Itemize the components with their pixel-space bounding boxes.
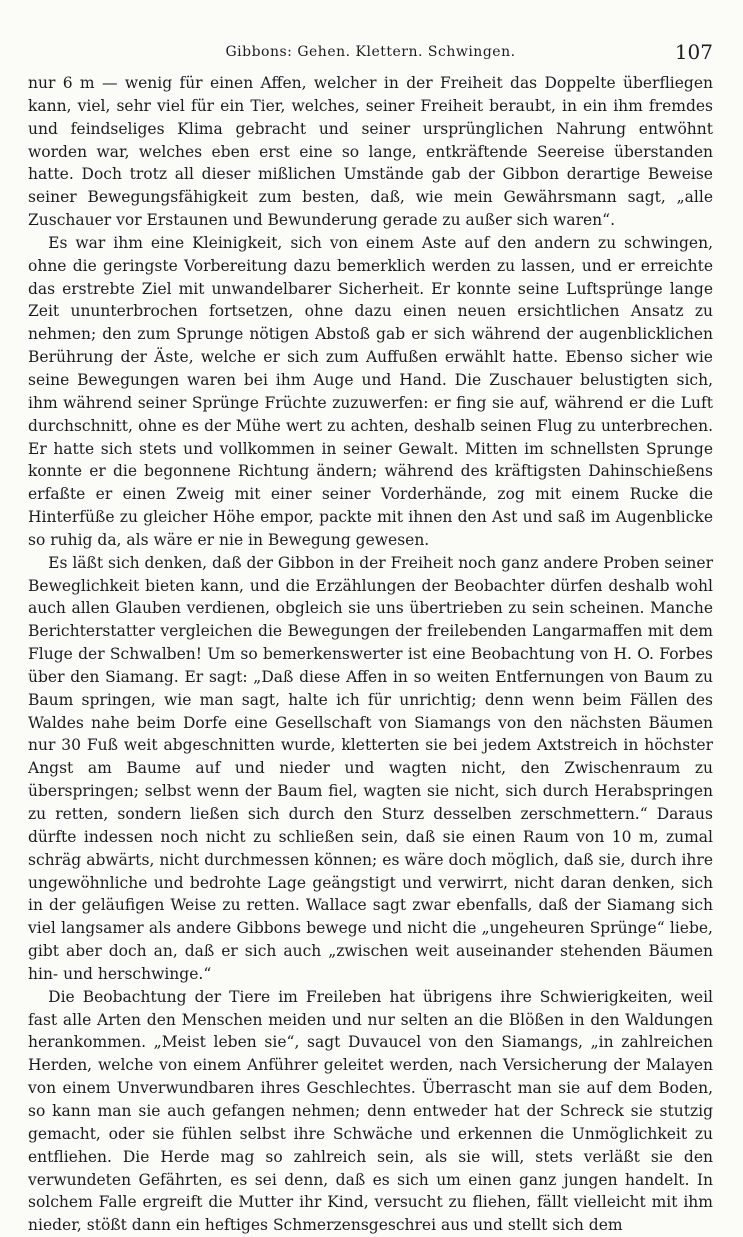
page-body xyxy=(28,72,713,1237)
paragraph-2: Es war ihm eine Kleinigkeit, sich von einem Aste auf den andern zu schwingen, ohne die geringste Vorbereitung dazu bemerklich werden zu lassen, und er erreichte das erstrebte Ziel mit unwandelbarer Sicherheit. Er konnte seine Luftsprünge lange Zeit ununterbrochen fortsetzen, ohne dazu einen neuen ersichtlichen Ansatz zu nehmen; den zum Sprunge nötigen Abstoß gab er sich während der augenblicklichen Berührung der Äste, welche er sich zum Auffußen erwählt hatte. Ebenso sicher wie seine Bewegungen waren bei ihm Auge und Hand. Die Zuschauer belustigten sich, ihm während seiner Sprünge Früchte zuzuwerfen: er fing sie auf, während er die Luft durchschnitt, ohne es der Mühe wert zu achten, deshalb seinen Flug zu unterbrechen. Er hatte sich stets und vollkommen in seiner Gewalt. Mitten im schnellsten Sprunge konnte er die begonnene Richtung ändern; während des kräftigsten Dahinschießens erfaßte er einen Zweig mit einer seiner Vorderhände, zog mit einem Rucke die Hinterfüße zu gleicher Höhe empor, packte mit ihnen den Ast und saß im Augenblicke so ruhig da, als wäre er nie in Bewegung gewesen. xyxy=(28,233,713,549)
running-title: Gibbons: Gehen. Klettern. Schwingen. xyxy=(225,44,516,60)
paragraph-1: nur 6 m — wenig für einen Affen, welcher in der Freiheit das Doppelte überfliegen kann, viel, sehr viel für ein Tier, welches, seiner Freiheit beraubt, in ein ihm fremdes und feindseliges Klima gebracht und seiner ursprünglichen Nahrung entwöhnt worden war, welches eben erst eine so lange, entkräftende Seereise überstanden hatte. Doch trotz all dieser mißlichen Umstände gab der Gibbon derartige Beweise seiner Bewegungsfähigkeit zum besten, daß, wie mein Gewährsmann sagt, „alle Zuschauer vor Erstaunen und Bewunderung gerade zu außer sich waren“. xyxy=(28,74,713,230)
page-number: 107 xyxy=(674,40,713,64)
page-header xyxy=(28,40,713,64)
paragraph-4: Die Beobachtung der Tiere im Freileben hat übrigens ihre Schwierigkeiten, weil fast alle Arten den Menschen meiden und nur selten an die Blößen in den Waldungen herankommen. „Meist leben sie“, sagt Duvaucel von den Siamangs, „in zahlreichen Herden, welche von einem Anführer geleitet werden, nach Versicherung der Malayen von einem Unverwundbaren ihres Geschlechtes. Überrascht man sie auf dem Boden, so kann man sie auch gefangen nehmen; denn entweder hat der Schreck sie stutzig gemacht, oder sie fühlen selbst ihre Schwäche und erkennen die Unmöglichkeit zu entfliehen. Die Herde mag so zahlreich sein, als sie will, stets verläßt sie den verwundeten Gefährten, es sei denn, daß es sich um einen ganz jungen handelt. In solchem Falle ergreift die Mutter ihr Kind, versucht zu fliehen, fällt vielleicht mit ihm nieder, stößt dann ein heftiges Schmerzensgeschrei aus und stellt sich dem xyxy=(28,987,713,1235)
paragraph-3: Es läßt sich denken, daß der Gibbon in der Freiheit noch ganz andere Proben seiner Beweglichkeit bieten kann, und die Erzählungen der Beobachter dürfen deshalb wohl auch allen Glauben verdienen, obgleich sie uns übertrieben zu sein scheinen. Manche Berichterstatter vergleichen die Bewegungen der freilebenden Langarmaffen mit dem Fluge der Schwalben! Um so bemerkenswerter ist eine Beobachtung von H. O. Forbes über den Siamang. Er sagt: „Daß diese Affen in so weiten Entfernungen von Baum zu Baum springen, wie man sagt, halte ich für unrichtig; denn wenn beim Fällen des Waldes nahe beim Dorfe eine Gesellschaft von Siamangs von den nächsten Bäumen nur 30 Fuß weit abgeschnitten wurde, kletterten sie bei jedem Axtstreich in höchster Angst am Baume auf und nieder und wagten nicht, den Zwischenraum zu überspringen; selbst wenn der Baum fiel, wagten sie nicht, sich durch Herabspringen zu retten, sondern ließen sich durch den Sturz desselben zerschmettern.“ Daraus dürfte indessen noch nicht zu schließen sein, daß sie einen Raum von 10 m, zumal schräg abwärts, nicht durchmessen können; es wäre doch möglich, daß sie, durch ihre ungewöhnliche und bedrohte Lage geängstigt und verwirrt, nicht daran denken, sich in der geläufigen Weise zu retten. Wallace sagt zwar ebenfalls, daß der Siamang sich viel langsamer als andere Gibbons bewege und nicht die „ungeheuren Sprünge“ liebe, gibt aber doch an, daß er sich auch „zwischen weit auseinander stehenden Bäumen hin- und herschwinge.“ xyxy=(28,553,713,983)
